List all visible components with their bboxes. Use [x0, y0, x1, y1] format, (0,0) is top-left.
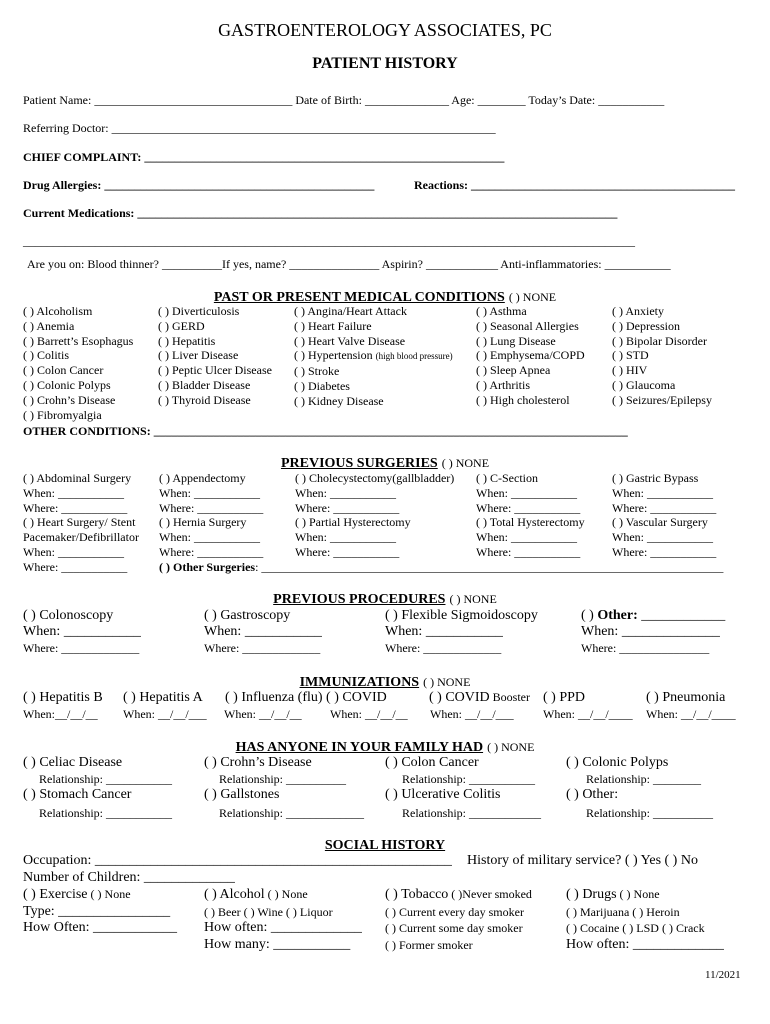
surgery-when-field[interactable]: When: ___________: [295, 485, 396, 500]
drugs-group: [566, 886, 724, 953]
condition-option[interactable]: ( ) Barrett’s Esophagus: [23, 333, 134, 348]
condition-option[interactable]: ( ) Glaucoma: [612, 377, 676, 392]
procedure-where-field[interactable]: Where: _____________: [204, 641, 321, 655]
family-relationship-field[interactable]: Relationship: ___________: [402, 772, 535, 786]
page-title: PATIENT HISTORY: [312, 55, 458, 72]
surgery-where-field[interactable]: Where: ___________: [23, 500, 128, 515]
family-option[interactable]: ( ) Gallstones: [204, 787, 280, 802]
surgery-where-field[interactable]: Where: ___________: [476, 544, 581, 559]
tobacco-group: [385, 886, 532, 953]
procedure-other: [581, 608, 725, 656]
condition-option[interactable]: ( ) Seasonal Allergies: [476, 318, 579, 333]
other-conditions-line[interactable]: OTHER CONDITIONS: _______________________________________________________________________________: [23, 424, 628, 438]
surgery-option[interactable]: ( ) Cholecystectomy(gallbladder): [295, 471, 455, 485]
surgery-where-field[interactable]: Where: ___________: [612, 500, 717, 515]
occupation-field[interactable]: Occupation: ___________________________________________________: [23, 853, 452, 868]
surgery-where-field[interactable]: Where: ___________: [476, 500, 581, 515]
condition-option[interactable]: ( ) HIV: [612, 363, 648, 378]
family-relationship-field[interactable]: Relationship: __________: [219, 772, 346, 786]
surgery-when-field[interactable]: When: ___________: [23, 485, 124, 500]
exercise-group: [23, 886, 177, 937]
referring-doctor-line[interactable]: Referring Doctor: ________________________________________________________________: [23, 121, 496, 135]
procedures-header: [0, 590, 770, 608]
surgery-option[interactable]: ( ) C-Section: [476, 471, 538, 485]
condition-option[interactable]: ( ) Seizures/Epilepsy: [612, 392, 712, 407]
surgery-where-field[interactable]: Where: ___________: [159, 544, 264, 559]
immunizations-heading: IMMUNIZATIONS: [299, 675, 420, 690]
condition-option[interactable]: ( ) Heart Failure: [294, 318, 372, 333]
family-option[interactable]: ( ) Colonic Polyps: [566, 755, 669, 770]
immunization-option[interactable]: ( ) Hepatitis B: [23, 690, 103, 705]
surgery-when-field[interactable]: When: ___________: [476, 485, 577, 500]
condition-option[interactable]: ( ) Liver Disease: [158, 348, 239, 363]
surgeries-col-1: [23, 471, 139, 575]
procedure-when-field[interactable]: When: ___________: [385, 624, 503, 639]
condition-option[interactable]: ( ) Kidney Disease: [294, 393, 384, 408]
surgery-option[interactable]: ( ) Hernia Surgery: [159, 515, 247, 530]
procedure-when-field[interactable]: When: ___________: [204, 624, 322, 639]
hypertension-note: (high blood pressure): [375, 351, 453, 362]
surgery-where-field[interactable]: Where: ___________: [612, 544, 717, 559]
immunization-when-field[interactable]: When: __/__/____: [646, 707, 736, 721]
surgery-where-field[interactable]: Where: ___________: [23, 559, 128, 574]
surgeries-header: [0, 454, 770, 472]
condition-option[interactable]: ( ) Asthma: [476, 304, 527, 318]
medical-conditions-heading: PAST OR PRESENT MEDICAL CONDITIONS: [213, 290, 505, 305]
family-history-heading: HAS ANYONE IN YOUR FAMILY HAD: [235, 740, 484, 755]
other-surgeries-label: ( ) Other Surgeries: [159, 559, 256, 574]
immunization-when-field[interactable]: When: __/__/___: [123, 707, 207, 721]
surgeries-col-3: [295, 471, 454, 560]
condition-option[interactable]: ( ) Hepatitis: [158, 333, 216, 348]
immunization-option[interactable]: ( ) PPD: [543, 690, 586, 705]
condition-option[interactable]: ( ) Fibromyalgia: [23, 407, 102, 422]
immunization-when-field[interactable]: When: __/__/__: [330, 707, 408, 721]
condition-option[interactable]: ( ) Emphysema/COPD: [476, 348, 585, 363]
alcohol-option[interactable]: ( ) Alcohol ( ) None: [204, 887, 308, 902]
medical-col-2: [158, 304, 272, 408]
reactions-line[interactable]: Reactions: ____________________________________________: [414, 178, 735, 192]
procedure-where-field[interactable]: Where: _____________: [385, 641, 502, 655]
procedures-heading: PREVIOUS PROCEDURES: [273, 592, 446, 607]
condition-option[interactable]: ( ) Diabetes: [294, 378, 350, 393]
procedure-flex-sig: [385, 608, 538, 656]
condition-option-hypertension[interactable]: ( ) Hypertension (high blood pressure): [294, 348, 453, 363]
military-service-question[interactable]: History of military service? ( ) Yes ( ) No: [467, 853, 698, 868]
surgery-when-field[interactable]: When: ___________: [476, 530, 577, 545]
surgery-when-field[interactable]: When: ___________: [159, 530, 260, 545]
procedure-where-field[interactable]: Where: _____________: [23, 641, 140, 655]
condition-option[interactable]: ( ) Crohn’s Disease: [23, 392, 116, 407]
blood-thinner-line[interactable]: Are you on: Blood thinner? __________If yes, name? _______________ Aspirin? ____________ Anti-inflammatories: ___________: [27, 257, 671, 271]
condition-option[interactable]: ( ) Bipolar Disorder: [612, 333, 707, 348]
condition-option[interactable]: ( ) Diverticulosis: [158, 304, 240, 318]
tobacco-status-option[interactable]: ( ) Current some day smoker: [385, 921, 523, 935]
surgery-when-field[interactable]: When: ___________: [612, 485, 713, 500]
condition-option[interactable]: ( ) Arthritis: [476, 377, 530, 392]
family-option[interactable]: ( ) Colon Cancer: [385, 755, 479, 770]
condition-option[interactable]: ( ) Colitis: [23, 348, 70, 363]
immunization-option[interactable]: ( ) Pneumonia: [646, 690, 726, 705]
condition-option[interactable]: ( ) GERD: [158, 318, 205, 333]
surgeries-col-5: [612, 471, 716, 560]
condition-option[interactable]: ( ) Lung Disease: [476, 333, 556, 348]
surgery-option[interactable]: ( ) Total Hysterectomy: [476, 515, 585, 530]
condition-option[interactable]: ( ) Angina/Heart Attack: [294, 304, 407, 318]
family-relationship-field[interactable]: Relationship: ___________: [39, 772, 172, 786]
condition-option[interactable]: ( ) Colonic Polyps: [23, 377, 111, 392]
immunization-when-field[interactable]: When: __/__/____: [543, 707, 633, 721]
tobacco-option[interactable]: ( ) Tobacco ( )Never smoked: [385, 887, 532, 902]
alcohol-often-field[interactable]: How often: _____________: [204, 920, 362, 935]
family-relationship-field[interactable]: Relationship: __________: [586, 806, 713, 820]
procedure-when-field[interactable]: When: ______________: [581, 624, 720, 639]
medical-none-option[interactable]: ( ) NONE: [508, 290, 557, 304]
procedure-colonoscopy: [23, 608, 141, 656]
exercise-type-field[interactable]: Type: ________________: [23, 903, 171, 919]
medical-col-1: [23, 304, 133, 422]
drug-allergies-line[interactable]: Drug Allergies: _____________________________________________: [23, 178, 375, 192]
immunization-when-field[interactable]: When:__/__/__: [23, 707, 98, 721]
surgery-when-field[interactable]: When: ___________: [295, 530, 396, 545]
condition-option[interactable]: ( ) Heart Valve Disease: [294, 333, 406, 348]
procedure-option[interactable]: ( ) Gastroscopy: [204, 608, 291, 623]
family-option[interactable]: ( ) Crohn’s Disease: [204, 755, 312, 770]
family-option[interactable]: ( ) Ulcerative Colitis: [385, 787, 501, 802]
medical-col-4: [476, 304, 585, 408]
drugs-often-field[interactable]: How often: _____________: [566, 936, 724, 952]
tobacco-status-option[interactable]: ( ) Current every day smoker: [385, 904, 524, 919]
surgery-where-field[interactable]: Where: ___________: [295, 500, 400, 515]
drug-type-options[interactable]: ( ) Cocaine ( ) LSD ( ) Crack: [566, 921, 705, 935]
drugs-option[interactable]: ( ) Drugs ( ) None: [566, 887, 660, 902]
condition-option[interactable]: ( ) Peptic Ulcer Disease: [158, 363, 272, 378]
alcohol-type-options[interactable]: ( ) Beer ( ) Wine ( ) Liquor: [204, 904, 333, 919]
procedure-option[interactable]: ( ) Colonoscopy: [23, 608, 114, 623]
surgery-when-field[interactable]: When: ___________: [159, 485, 260, 500]
chief-complaint-line[interactable]: CHIEF COMPLAINT: ____________________________________________________________: [23, 150, 505, 164]
condition-option[interactable]: ( ) Bladder Disease: [158, 377, 251, 392]
surgery-where-field[interactable]: Where: ___________: [159, 500, 264, 515]
family-option[interactable]: ( ) Other:: [566, 787, 619, 802]
surgery-option[interactable]: ( ) Vascular Surgery: [612, 515, 708, 530]
condition-option[interactable]: ( ) Colon Cancer: [23, 363, 104, 378]
immunization-when-field[interactable]: When: __/__/__: [224, 707, 302, 721]
procedure-when-field[interactable]: When: ___________: [23, 624, 141, 639]
family-relationship-field[interactable]: Relationship: ___________: [39, 806, 172, 820]
immunization-when-field[interactable]: When: __/__/___: [430, 707, 514, 721]
surgeries-none-option[interactable]: ( ) NONE: [441, 456, 490, 470]
immunization-option[interactable]: ( ) Hepatitis A: [123, 690, 203, 705]
condition-option[interactable]: ( ) Stroke: [294, 364, 340, 379]
surgery-option[interactable]: ( ) Abdominal Surgery: [23, 471, 132, 485]
surgery-when-field[interactable]: When: ___________: [612, 530, 713, 545]
medical-col-5: [612, 304, 712, 408]
condition-option[interactable]: ( ) Depression: [612, 318, 680, 333]
patient-info-line[interactable]: Patient Name: _________________________________ Date of Birth: ______________ Age: ________ Today’s Date: ___________: [23, 93, 665, 107]
procedure-gastroscopy: [204, 608, 322, 656]
surgery-option[interactable]: ( ) Appendectomy: [159, 471, 246, 485]
procedure-where-field[interactable]: Where: _______________: [581, 641, 710, 655]
surgery-option-sub: Pacemaker/Defibrillator: [23, 530, 139, 545]
tobacco-status-option[interactable]: ( ) Former smoker: [385, 937, 473, 952]
condition-option[interactable]: ( ) STD: [612, 348, 649, 363]
medications-extra-line[interactable]: ______________________________________________________________________________________________________: [23, 234, 635, 248]
surgeries-col-4: [476, 471, 585, 560]
condition-option[interactable]: ( ) Sleep Apnea: [476, 363, 551, 378]
surgery-when-field[interactable]: When: ___________: [23, 544, 124, 559]
drug-type-options[interactable]: ( ) Marijuana ( ) Heroin: [566, 904, 680, 919]
exercise-often-field[interactable]: How Often: ____________: [23, 920, 177, 935]
family-relationship-field[interactable]: Relationship: _____________: [219, 806, 364, 820]
family-relationship-field[interactable]: Relationship: ________: [586, 772, 701, 786]
procedure-option[interactable]: ( ) Flexible Sigmoidoscopy: [385, 608, 538, 623]
social-history-header: [0, 836, 770, 854]
condition-option[interactable]: ( ) Thyroid Disease: [158, 392, 251, 407]
condition-option[interactable]: ( ) Anxiety: [612, 304, 664, 318]
surgery-option[interactable]: ( ) Partial Hysterectomy: [295, 515, 411, 530]
alcohol-group: [204, 886, 362, 953]
condition-option[interactable]: ( ) Anemia: [23, 318, 75, 333]
surgery-where-field[interactable]: Where: ___________: [295, 544, 400, 559]
procedure-other-option[interactable]: ( ) Other: ____________: [581, 608, 726, 623]
family-option[interactable]: ( ) Stomach Cancer: [23, 787, 132, 802]
immunizations-none-option[interactable]: ( ) NONE: [423, 675, 471, 689]
social-history-heading: SOCIAL HISTORY: [324, 838, 446, 853]
family-none-option[interactable]: ( ) NONE: [487, 740, 535, 754]
surgery-option[interactable]: ( ) Gastric Bypass: [612, 471, 699, 485]
current-medications-line[interactable]: Current Medications: ________________________________________________________________________________: [23, 206, 618, 220]
condition-option[interactable]: ( ) High cholesterol: [476, 392, 570, 407]
other-surgeries-line[interactable]: ( ) Other Surgeries: _____________________________________________________________________________: [159, 559, 724, 574]
immunization-option[interactable]: ( ) Influenza (flu) ( ) COVID: [225, 690, 387, 705]
immunizations-header: [0, 673, 770, 691]
immunization-option-covid-booster[interactable]: ( ) COVID Booster: [429, 690, 530, 705]
revision-date: 11/2021: [705, 969, 741, 981]
alcohol-many-field[interactable]: How many: ___________: [204, 936, 351, 952]
medical-col-3: [294, 304, 453, 409]
condition-option[interactable]: ( ) Alcoholism: [23, 304, 93, 318]
family-option[interactable]: ( ) Celiac Disease: [23, 755, 123, 770]
exercise-option[interactable]: ( ) Exercise ( ) None: [23, 887, 131, 902]
children-field[interactable]: Number of Children: _____________: [23, 870, 235, 885]
procedures-none-option[interactable]: ( ) NONE: [449, 592, 497, 606]
surgeries-heading: PREVIOUS SURGERIES: [280, 456, 438, 471]
org-name: GASTROENTEROLOGY ASSOCIATES, PC: [218, 20, 552, 40]
surgery-option[interactable]: ( ) Heart Surgery/ Stent: [23, 515, 136, 530]
family-relationship-field[interactable]: Relationship: ____________: [402, 806, 541, 820]
family-history-header: [0, 738, 770, 756]
